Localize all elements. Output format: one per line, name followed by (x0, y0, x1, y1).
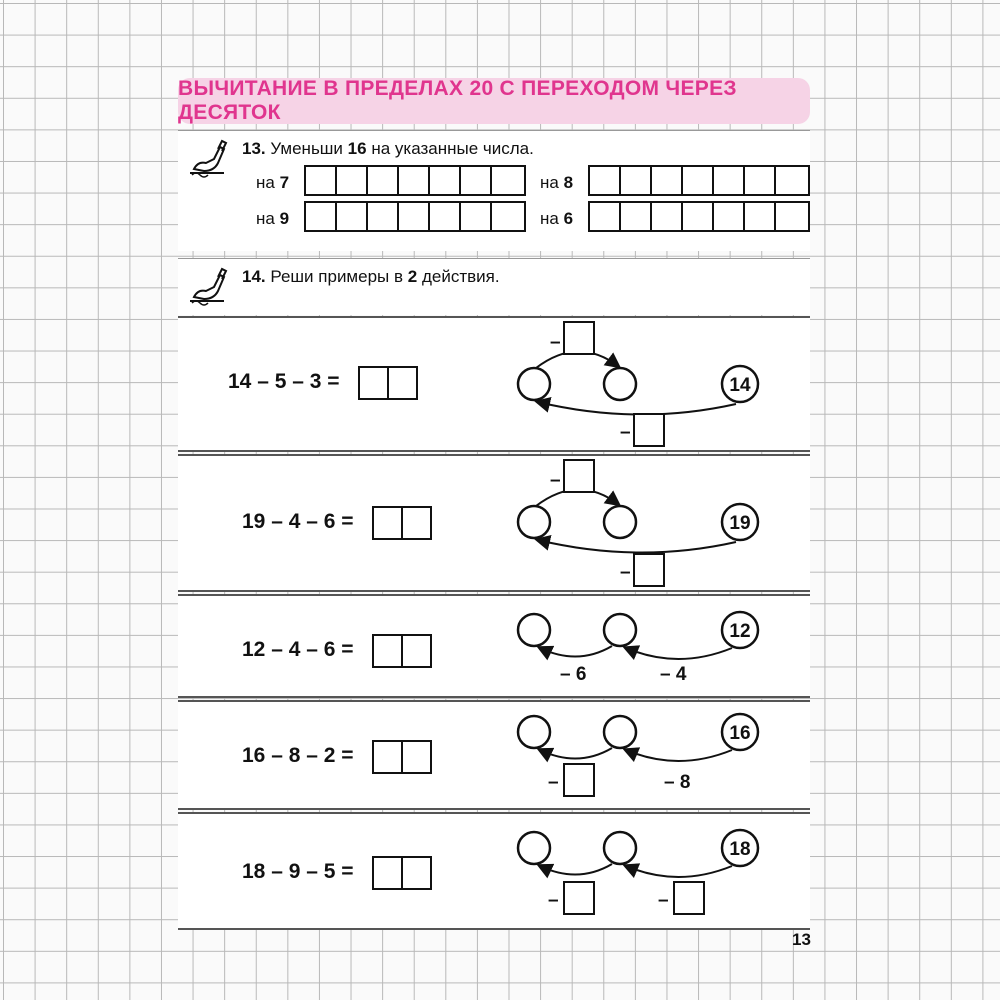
upper-answer-box (564, 322, 594, 354)
subtraction-diagram (508, 318, 808, 454)
page-number: 13 (792, 930, 811, 949)
start-number: 14 (729, 375, 751, 396)
left-op: – 6 (560, 664, 587, 685)
title-banner (178, 78, 810, 124)
row-label-6: на 6 (540, 209, 574, 228)
lower-answer-box (634, 414, 664, 446)
answer-cells-9[interactable] (304, 201, 526, 232)
task-13-text: 13. Уменьши 16 на указанные числа. (242, 139, 534, 158)
right-op: – (658, 890, 669, 911)
left-op: – (548, 890, 559, 911)
upper-answer-box (564, 460, 594, 492)
empty-circle (604, 614, 636, 646)
right-op: – 4 (660, 664, 687, 685)
answer-box[interactable] (358, 366, 418, 400)
task-13 (178, 130, 810, 251)
left-answer-box (564, 764, 594, 796)
empty-circle (518, 368, 550, 400)
left-answer-box (564, 882, 594, 914)
expression: 16 – 8 – 2 = (242, 744, 354, 767)
example-band-1 (178, 316, 810, 452)
answer-box[interactable] (372, 740, 432, 774)
row-label-9: на 9 (256, 209, 290, 228)
start-number: 19 (729, 513, 751, 534)
task-14-text: 14. Реши примеры в 2 действия. (242, 267, 500, 286)
expression: 18 – 9 – 5 = (242, 860, 354, 883)
answer-box[interactable] (372, 506, 432, 540)
row-label-7: на 7 (256, 173, 290, 192)
example-band-3 (178, 594, 810, 698)
subtraction-diagram (508, 814, 808, 932)
subtraction-diagram (508, 702, 808, 812)
upper-op: – (550, 470, 561, 491)
empty-circle (518, 614, 550, 646)
right-op: – 8 (664, 772, 691, 793)
expression: 19 – 4 – 6 = (242, 510, 354, 533)
task-14 (178, 258, 810, 315)
start-number: 16 (729, 723, 751, 744)
empty-circle (518, 832, 550, 864)
empty-circle (518, 716, 550, 748)
start-number: 12 (729, 621, 751, 642)
lower-op: – (620, 562, 631, 583)
empty-circle (604, 368, 636, 400)
empty-circle (518, 506, 550, 538)
start-number: 18 (729, 839, 751, 860)
expression: 14 – 5 – 3 = (228, 370, 340, 393)
upper-op: – (550, 332, 561, 353)
answer-box[interactable] (372, 634, 432, 668)
pencil-hand-icon (184, 139, 230, 179)
left-op: – (548, 772, 559, 793)
answer-cells-7[interactable] (304, 165, 526, 196)
row-label-8: на 8 (540, 173, 574, 192)
subtraction-diagram (508, 596, 808, 700)
example-band-4 (178, 700, 810, 810)
pencil-hand-icon (184, 267, 230, 307)
lower-op: – (620, 422, 631, 443)
example-band-5 (178, 812, 810, 930)
answer-cells-6[interactable] (588, 201, 810, 232)
empty-circle (604, 716, 636, 748)
page-title: ВЫЧИТАНИЕ В ПРЕДЕЛАХ 20 С ПЕРЕХОДОМ ЧЕРЕЗ ДЕСЯТОК (178, 77, 737, 124)
answer-box[interactable] (372, 856, 432, 890)
subtraction-diagram (508, 456, 808, 594)
empty-circle (604, 506, 636, 538)
answer-cells-8[interactable] (588, 165, 810, 196)
empty-circle (604, 832, 636, 864)
example-band-2 (178, 454, 810, 592)
right-answer-box (674, 882, 704, 914)
lower-answer-box (634, 554, 664, 586)
expression: 12 – 4 – 6 = (242, 638, 354, 661)
